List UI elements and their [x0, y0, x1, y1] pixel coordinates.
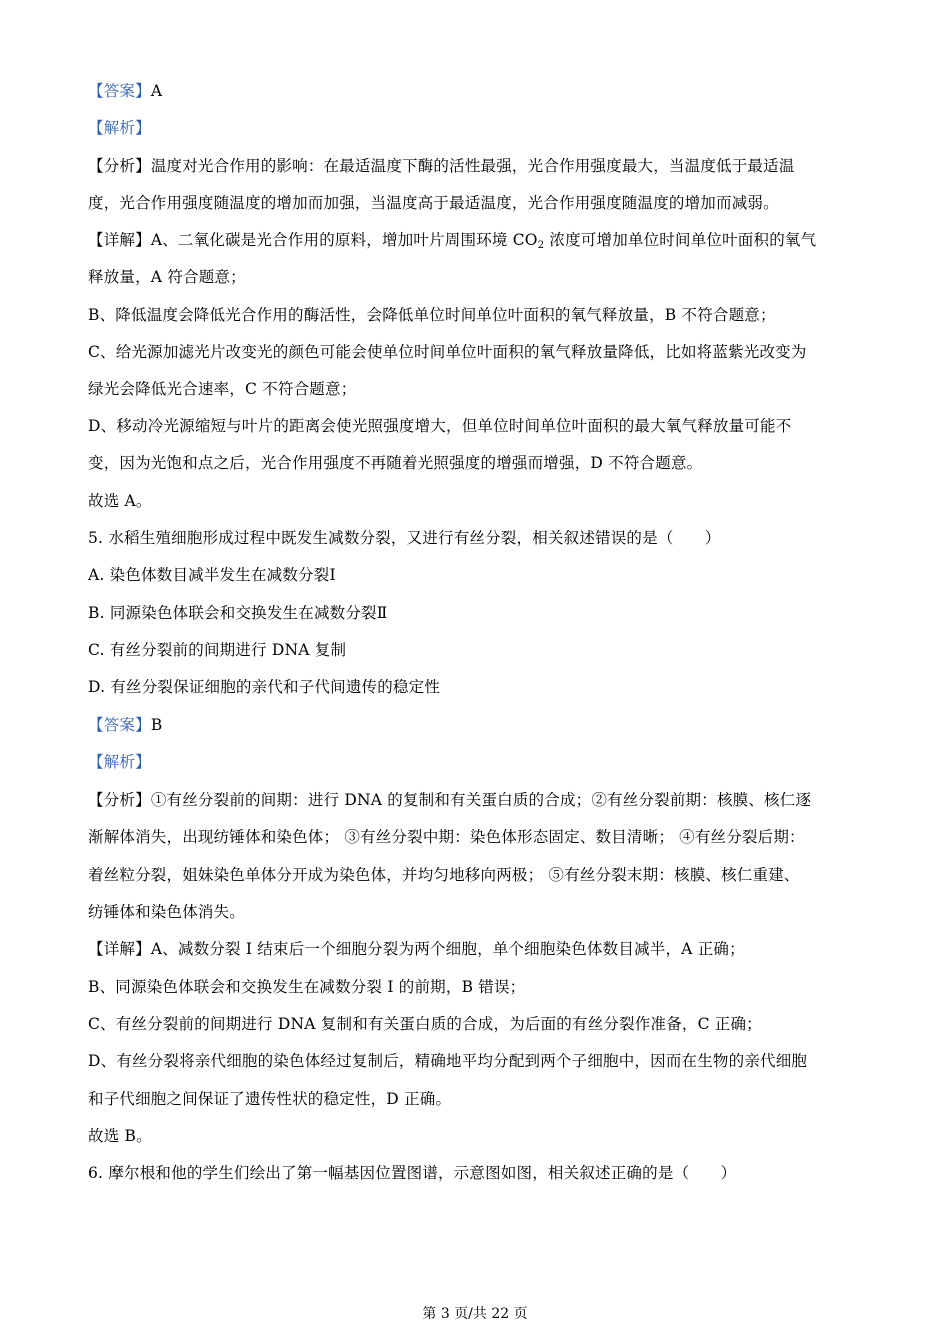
q5-conclusion: 故选 B。: [88, 1127, 152, 1145]
q5-option-d: D. 有丝分裂保证细胞的亲代和子代间遗传的稳定性: [88, 678, 441, 696]
q4-detail-line-c2: 绿光会降低光合速率，C 不符合题意；: [88, 380, 357, 398]
q4-detail-a-sub: 2: [537, 240, 545, 251]
q4-detail-line-a2: 释放量，A 符合题意；: [88, 268, 246, 286]
q4-analysis-tag: 【分析】: [88, 157, 151, 175]
q4-detail-tag: 【详解】: [88, 231, 151, 249]
q4-detail-line-b: B、降低温度会降低光合作用的酶活性，会降低单位时间单位叶面积的氧气释放量，B 不符合题意；: [88, 306, 776, 324]
page-footer: 第 3 页/共 22 页: [422, 1306, 528, 1322]
q5-answer-value: B: [150, 716, 163, 734]
q5-detail-line-d1: D、有丝分裂将亲代细胞的染色体经过复制后，精确地平均分配到两个子细胞中，因而在生物的亲代细胞: [88, 1052, 808, 1070]
q4-detail-a-pre: A、二氧化碳是光合作用的原料，增加叶片周围环境 CO: [150, 231, 538, 249]
q4-detail-line-a1: [88, 229, 862, 251]
q5-stem: 5. 水稻生殖细胞形成过程中既发生减数分裂，又进行有丝分裂，相关叙述错误的是（ ）: [88, 529, 721, 547]
q5-analysis-line-2: 渐解体消失，出现纺锤体和染色体； ③有丝分裂中期：染色体形态固定、数目清晰； ④有丝分裂后期：: [88, 828, 805, 846]
q5-answer-tag: 【答案】: [88, 716, 151, 734]
q5-analysis-tag: 【分析】: [88, 791, 151, 809]
q4-detail-line-d2: 变，因为光饱和点之后，光合作用强度不再随着光照强度的增强而增强，D 不符合题意。: [88, 454, 703, 472]
q4-analysis-text-1: 温度对光合作用的影响：在最适温度下酶的活性最强，光合作用强度最大，当温度低于最适温: [150, 157, 795, 175]
q4-conclusion: 故选 A。: [88, 492, 152, 510]
q5-detail-line-d2: 和子代细胞之间保证了遗传性状的稳定性，D 正确。: [88, 1090, 452, 1108]
q5-analysis-line-1: [88, 789, 862, 811]
q4-answer-tag: 【答案】: [88, 82, 151, 100]
q4-jiexi-line: [88, 117, 862, 139]
q4-detail-line-d1: D、移动冷光源缩短与叶片的距离会使光照强度增大，但单位时间单位叶面积的最大氧气释放量可能不: [88, 417, 792, 435]
q5-jiexi-tag: 【解析】: [88, 753, 151, 771]
q5-detail-line-b: B、同源染色体联会和交换发生在减数分裂 I 的前期，B 错误；: [88, 978, 526, 996]
q4-analysis-line-1: [88, 155, 862, 177]
q5-analysis-line-3: 着丝粒分裂，姐妹染色单体分开成为染色体，并均匀地移向两极； ⑤有丝分裂末期：核膜、核仁重建、: [88, 866, 800, 884]
q5-detail-line-a: [88, 938, 862, 960]
q5-detail-tag: 【详解】: [88, 940, 151, 958]
q5-jiexi-line: [88, 751, 862, 773]
q5-analysis-line-4: 纺锤体和染色体消失。: [88, 903, 246, 921]
q4-analysis-line-2: 度，光合作用强度随温度的增加而加强，当温度高于最适温度，光合作用强度随温度的增加而减弱。: [88, 194, 779, 212]
q4-answer-line: [88, 80, 862, 102]
q4-detail-a-post: 浓度可增加单位时间单位叶面积的氧气: [544, 231, 817, 249]
q5-detail-line-c: C、有丝分裂前的间期进行 DNA 复制和有关蛋白质的合成，为后面的有丝分裂作准备，C 正确；: [88, 1015, 762, 1033]
q6-stem: 6. 摩尔根和他的学生们绘出了第一幅基因位置图谱，示意图如图，相关叙述正确的是（ ）: [88, 1164, 737, 1182]
q5-option-c: C. 有丝分裂前的间期进行 DNA 复制: [88, 641, 347, 659]
q4-answer-value: A: [150, 82, 163, 100]
q5-detail-a: A、减数分裂 I 结束后一个细胞分裂为两个细胞，单个细胞染色体数目减半，A 正确；: [150, 940, 745, 958]
q5-option-a: A. 染色体数目减半发生在减数分裂Ⅰ: [88, 566, 336, 584]
q5-answer-line: [88, 714, 862, 736]
q5-option-b: B. 同源染色体联会和交换发生在减数分裂Ⅱ: [88, 604, 388, 622]
q4-detail-line-c1: C、给光源加滤光片改变光的颜色可能会使单位时间单位叶面积的氧气释放量降低，比如将蓝紫光改变为: [88, 343, 807, 361]
q5-analysis-text-1: ①有丝分裂前的间期：进行 DNA 的复制和有关蛋白质的合成；②有丝分裂前期：核膜、核仁逐: [150, 791, 812, 809]
q4-jiexi-tag: 【解析】: [88, 119, 151, 137]
